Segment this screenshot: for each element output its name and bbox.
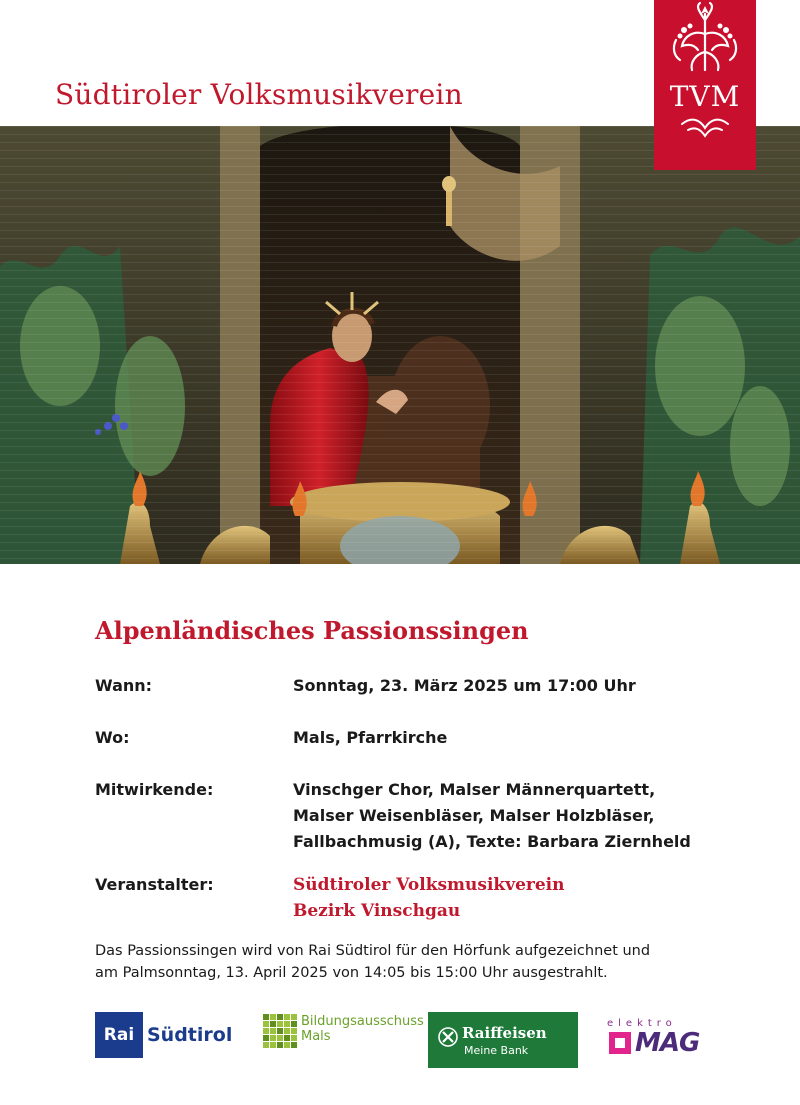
bildung-line: Mals (301, 1029, 331, 1044)
bildung-line: Bildungsausschuss (301, 1014, 424, 1029)
bildungsausschuss-logo (263, 1014, 424, 1050)
performers-line: Fallbachmusig (A), Texte: Barbara Ziernheld (293, 832, 691, 851)
organizer-label: Veranstalter: (95, 875, 214, 894)
performers-value (293, 777, 691, 855)
raiffeisen-logo (428, 1012, 578, 1068)
organizer-value (293, 872, 565, 924)
broadcast-note-line: Das Passionssingen wird von Rai Südtirol für den Hörfunk aufgezeichnet und (95, 943, 651, 959)
raiffeisen-tagline: Meine Bank (464, 1044, 529, 1057)
event-title: Alpenländisches Passionssingen (95, 616, 529, 645)
elektro-mag-logo (605, 1018, 715, 1062)
performers-label: Mitwirkende: (95, 780, 214, 799)
where-value: Mals, Pfarrkirche (293, 728, 448, 747)
passion-altar-illustration (0, 126, 800, 564)
tvm-logo-badge (654, 0, 756, 170)
mag-text: MAG (635, 1028, 700, 1058)
elektro-text: elektro (607, 1018, 677, 1029)
organizer-line: Südtiroler Volksmusikverein (293, 875, 565, 895)
rai-name: Südtirol (147, 1024, 233, 1046)
raiffeisen-name: Raiffeisen (462, 1024, 547, 1042)
rai-suedtirol-logo (95, 1012, 232, 1058)
rai-box: Rai (95, 1012, 143, 1058)
bildungsausschuss-text (301, 1014, 424, 1044)
performers-line: Vinschger Chor, Malser Männerquartett, (293, 780, 656, 799)
broadcast-note-line: am Palmsonntag, 13. April 2025 von 14:05 bis 15:00 Uhr ausgestrahlt. (95, 965, 608, 981)
when-value: Sonntag, 23. März 2025 um 17:00 Uhr (293, 676, 636, 695)
when-label: Wann: (95, 676, 153, 695)
raiffeisen-cross-icon (438, 1027, 458, 1047)
broadcast-note (95, 940, 715, 984)
organizer-line: Bezirk Vinschgau (293, 901, 461, 921)
tvm-badge-text: TVM (669, 80, 741, 113)
organization-title: Südtiroler Volksmusikverein (55, 78, 463, 111)
hero-photo (0, 126, 800, 564)
performers-line: Malser Weisenbläser, Malser Holzbläser, (293, 806, 655, 825)
grid-icon (263, 1014, 297, 1048)
where-label: Wo: (95, 728, 130, 747)
square-icon (609, 1032, 631, 1054)
